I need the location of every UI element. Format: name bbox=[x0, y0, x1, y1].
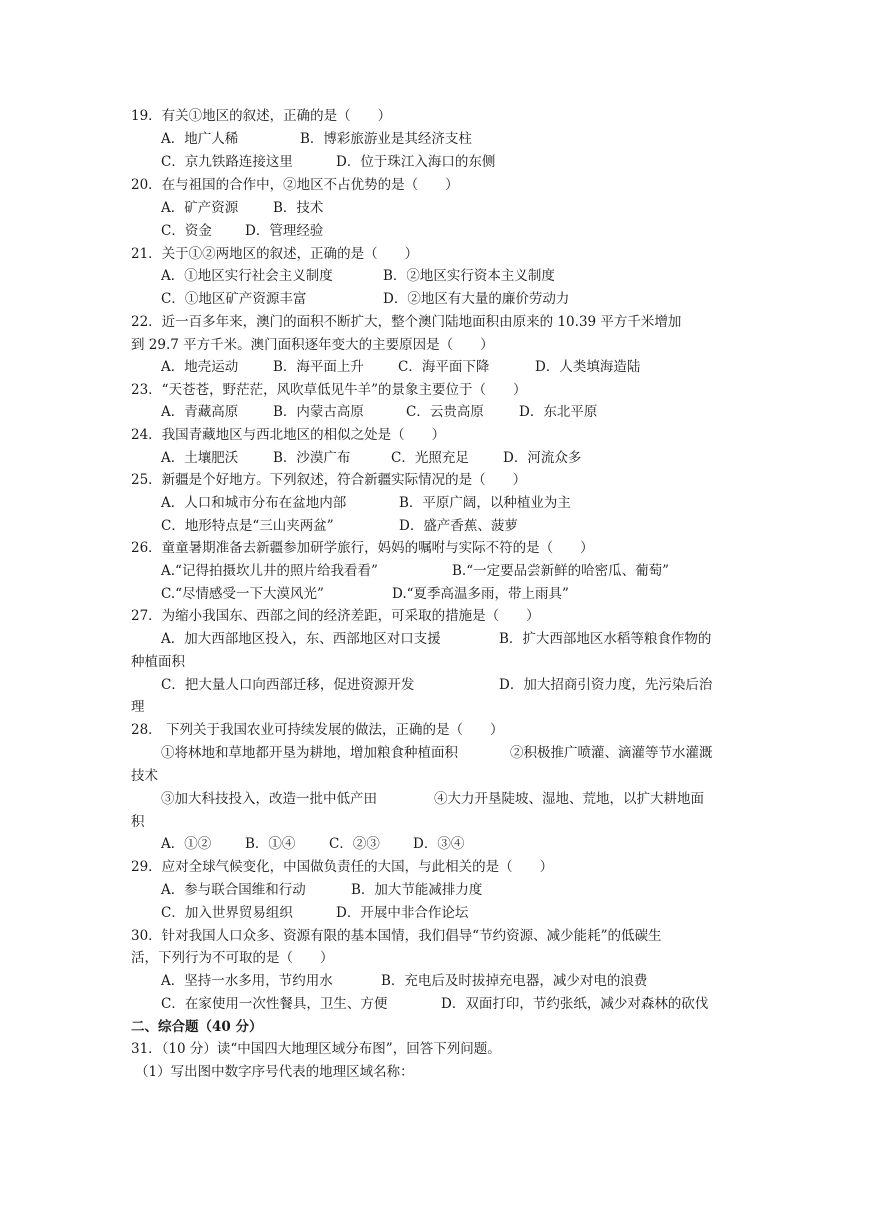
option-d: D．管理经验 bbox=[245, 223, 324, 239]
option-b: B．内蒙古高原 bbox=[273, 404, 364, 420]
statement-2: ②积极推广喷灌、滴灌等节水灌溉 bbox=[510, 745, 713, 761]
option-d: D．盛产香蕉、菠萝 bbox=[399, 518, 518, 534]
option-c: C．光照充足 bbox=[391, 450, 469, 466]
question-26-stem: 26．童童暑期准备去新疆参加研学旅行，妈妈的嘱咐与实际不符的是（ ） bbox=[131, 540, 594, 556]
option-a: A．①地区实行社会主义制度 bbox=[161, 268, 333, 284]
question-27-option-d-wrap: 理 bbox=[131, 699, 145, 715]
question-28-statement-4-wrap: 积 bbox=[131, 814, 145, 830]
question-22-stem: 22．近一百多年来，澳门的面积不断扩大，整个澳门陆地面积由原来的 10.39 平方千米增加 bbox=[131, 314, 682, 330]
question-28-statement-2-wrap: 技术 bbox=[131, 768, 158, 784]
option-b: B．扩大西部地区水稻等粮食作物的 bbox=[499, 631, 712, 647]
question-30-stem-cont: 活，下列行为不可取的是（ ） bbox=[131, 950, 334, 966]
option-c: C．①地区矿产资源丰富 bbox=[161, 291, 307, 307]
question-29-stem: 29．应对全球气候变化，中国做负责任的大国，与此相关的是（ ） bbox=[131, 859, 554, 875]
statement-4: ④大力开垦陡坡、湿地、荒地，以扩大耕地面 bbox=[434, 791, 704, 807]
option-b: B．海平面上升 bbox=[273, 359, 364, 375]
option-b: B．②地区实行资本主义制度 bbox=[383, 268, 555, 284]
question-20-stem: 20．在与祖国的合作中，②地区不占优势的是（ ） bbox=[131, 177, 459, 193]
option-d: D.“夏季高温多雨，带上雨具” bbox=[392, 586, 569, 602]
option-d: D．人类填海造陆 bbox=[535, 359, 641, 375]
option-b: B．技术 bbox=[273, 200, 324, 216]
question-27-option-b-wrap: 种植面积 bbox=[131, 654, 185, 670]
option-b: B.“一定要品尝新鲜的哈密瓜、葡萄” bbox=[452, 563, 670, 579]
option-b: B．平原广阔，以种植业为主 bbox=[399, 495, 571, 511]
option-b: B．加大节能减排力度 bbox=[351, 882, 483, 898]
option-c: C．②③ bbox=[329, 836, 380, 852]
option-d: D．河流众多 bbox=[503, 450, 582, 466]
question-28-stem: 28． 下列关于我国农业可持续发展的做法，正确的是（ ） bbox=[131, 722, 504, 738]
option-d: D．加大招商引资力度，先污染后治 bbox=[499, 677, 713, 693]
option-a: A．土壤肥沃 bbox=[161, 450, 239, 466]
option-c: C．云贵高原 bbox=[406, 404, 484, 420]
option-a: A．参与联合国维和行动 bbox=[161, 882, 306, 898]
option-c: C．把大量人口向西部迁移，促进资源开发 bbox=[161, 677, 415, 693]
option-b: B．①④ bbox=[245, 836, 296, 852]
option-d: D．③④ bbox=[413, 836, 465, 852]
option-a: A．青藏高原 bbox=[161, 404, 239, 420]
option-a: A．矿产资源 bbox=[161, 200, 239, 216]
option-a: A．①② bbox=[161, 836, 212, 852]
option-c: C．在家使用一次性餐具，卫生、方便 bbox=[161, 996, 388, 1012]
question-19-stem: 19．有关①地区的叙述，正确的是（ ） bbox=[131, 108, 392, 124]
option-b: B．博彩旅游业是其经济支柱 bbox=[300, 131, 472, 147]
statement-3: ③加大科技投入，改造一批中低产田 bbox=[161, 791, 377, 807]
option-a: A.“记得拍摄坎儿井的照片给我看看” bbox=[161, 563, 378, 579]
option-d: D．开展中非合作论坛 bbox=[336, 905, 469, 921]
question-31-stem: 31．（10 分）读“中国四大地理区域分布图”，回答下列问题。 bbox=[131, 1041, 501, 1057]
option-b: B．沙漠广布 bbox=[273, 450, 351, 466]
question-27-stem: 27．为缩小我国东、西部之间的经济差距，可采取的措施是（ ） bbox=[131, 608, 540, 624]
question-24-stem: 24．我国青藏地区与西北地区的相似之处是（ ） bbox=[131, 427, 446, 443]
option-a: A．坚持一水多用，节约用水 bbox=[161, 973, 333, 989]
option-a: A．地广人稀 bbox=[161, 131, 239, 147]
option-d: D．②地区有大量的廉价劳动力 bbox=[383, 291, 570, 307]
question-21-stem: 21．关于①②两地区的叙述，正确的是（ ） bbox=[131, 246, 419, 262]
option-c: C．资金 bbox=[161, 223, 212, 239]
option-c: C．地形特点是“三山夹两盆” bbox=[161, 518, 334, 534]
question-23-stem: 23．“天苍苍，野茫茫，风吹草低见牛羊”的景象主要位于（ ） bbox=[131, 382, 527, 398]
statement-1: ①将林地和草地都开垦为耕地，增加粮食种植面积 bbox=[161, 745, 458, 761]
option-d: D．东北平原 bbox=[519, 404, 598, 420]
question-25-stem: 25．新疆是个好地方。下列叙述，符合新疆实际情况的是（ ） bbox=[131, 472, 527, 488]
option-c: C．京九铁路连接这里 bbox=[161, 154, 293, 170]
option-a: A．人口和城市分布在盆地内部 bbox=[161, 495, 347, 511]
section-2-heading: 二、综合题（40 分） bbox=[131, 1019, 263, 1035]
option-b: B．充电后及时拔掉充电器，减少对电的浪费 bbox=[381, 973, 648, 989]
option-c: C．海平面下降 bbox=[398, 359, 490, 375]
question-31-part-1: （1）写出图中数字序号代表的地理区域名称： bbox=[135, 1064, 414, 1080]
option-c: C．加入世界贸易组织 bbox=[161, 905, 293, 921]
question-22-stem-cont: 到 29.7 平方千米。澳门面积逐年变大的主要原因是（ ） bbox=[131, 337, 494, 353]
option-d: D．双面打印，节约张纸，减少对森林的砍伐 bbox=[441, 996, 709, 1012]
option-c: C.“尽情感受一下大漠风光” bbox=[161, 586, 324, 602]
option-d: D．位于珠江入海口的东侧 bbox=[336, 154, 496, 170]
option-a: A．加大西部地区投入，东、西部地区对口支援 bbox=[161, 631, 441, 647]
option-a: A．地壳运动 bbox=[161, 359, 239, 375]
question-30-stem: 30．针对我国人口众多、资源有限的基本国情，我们倡导“节约资源、减少能耗”的低碳生 bbox=[131, 928, 662, 944]
